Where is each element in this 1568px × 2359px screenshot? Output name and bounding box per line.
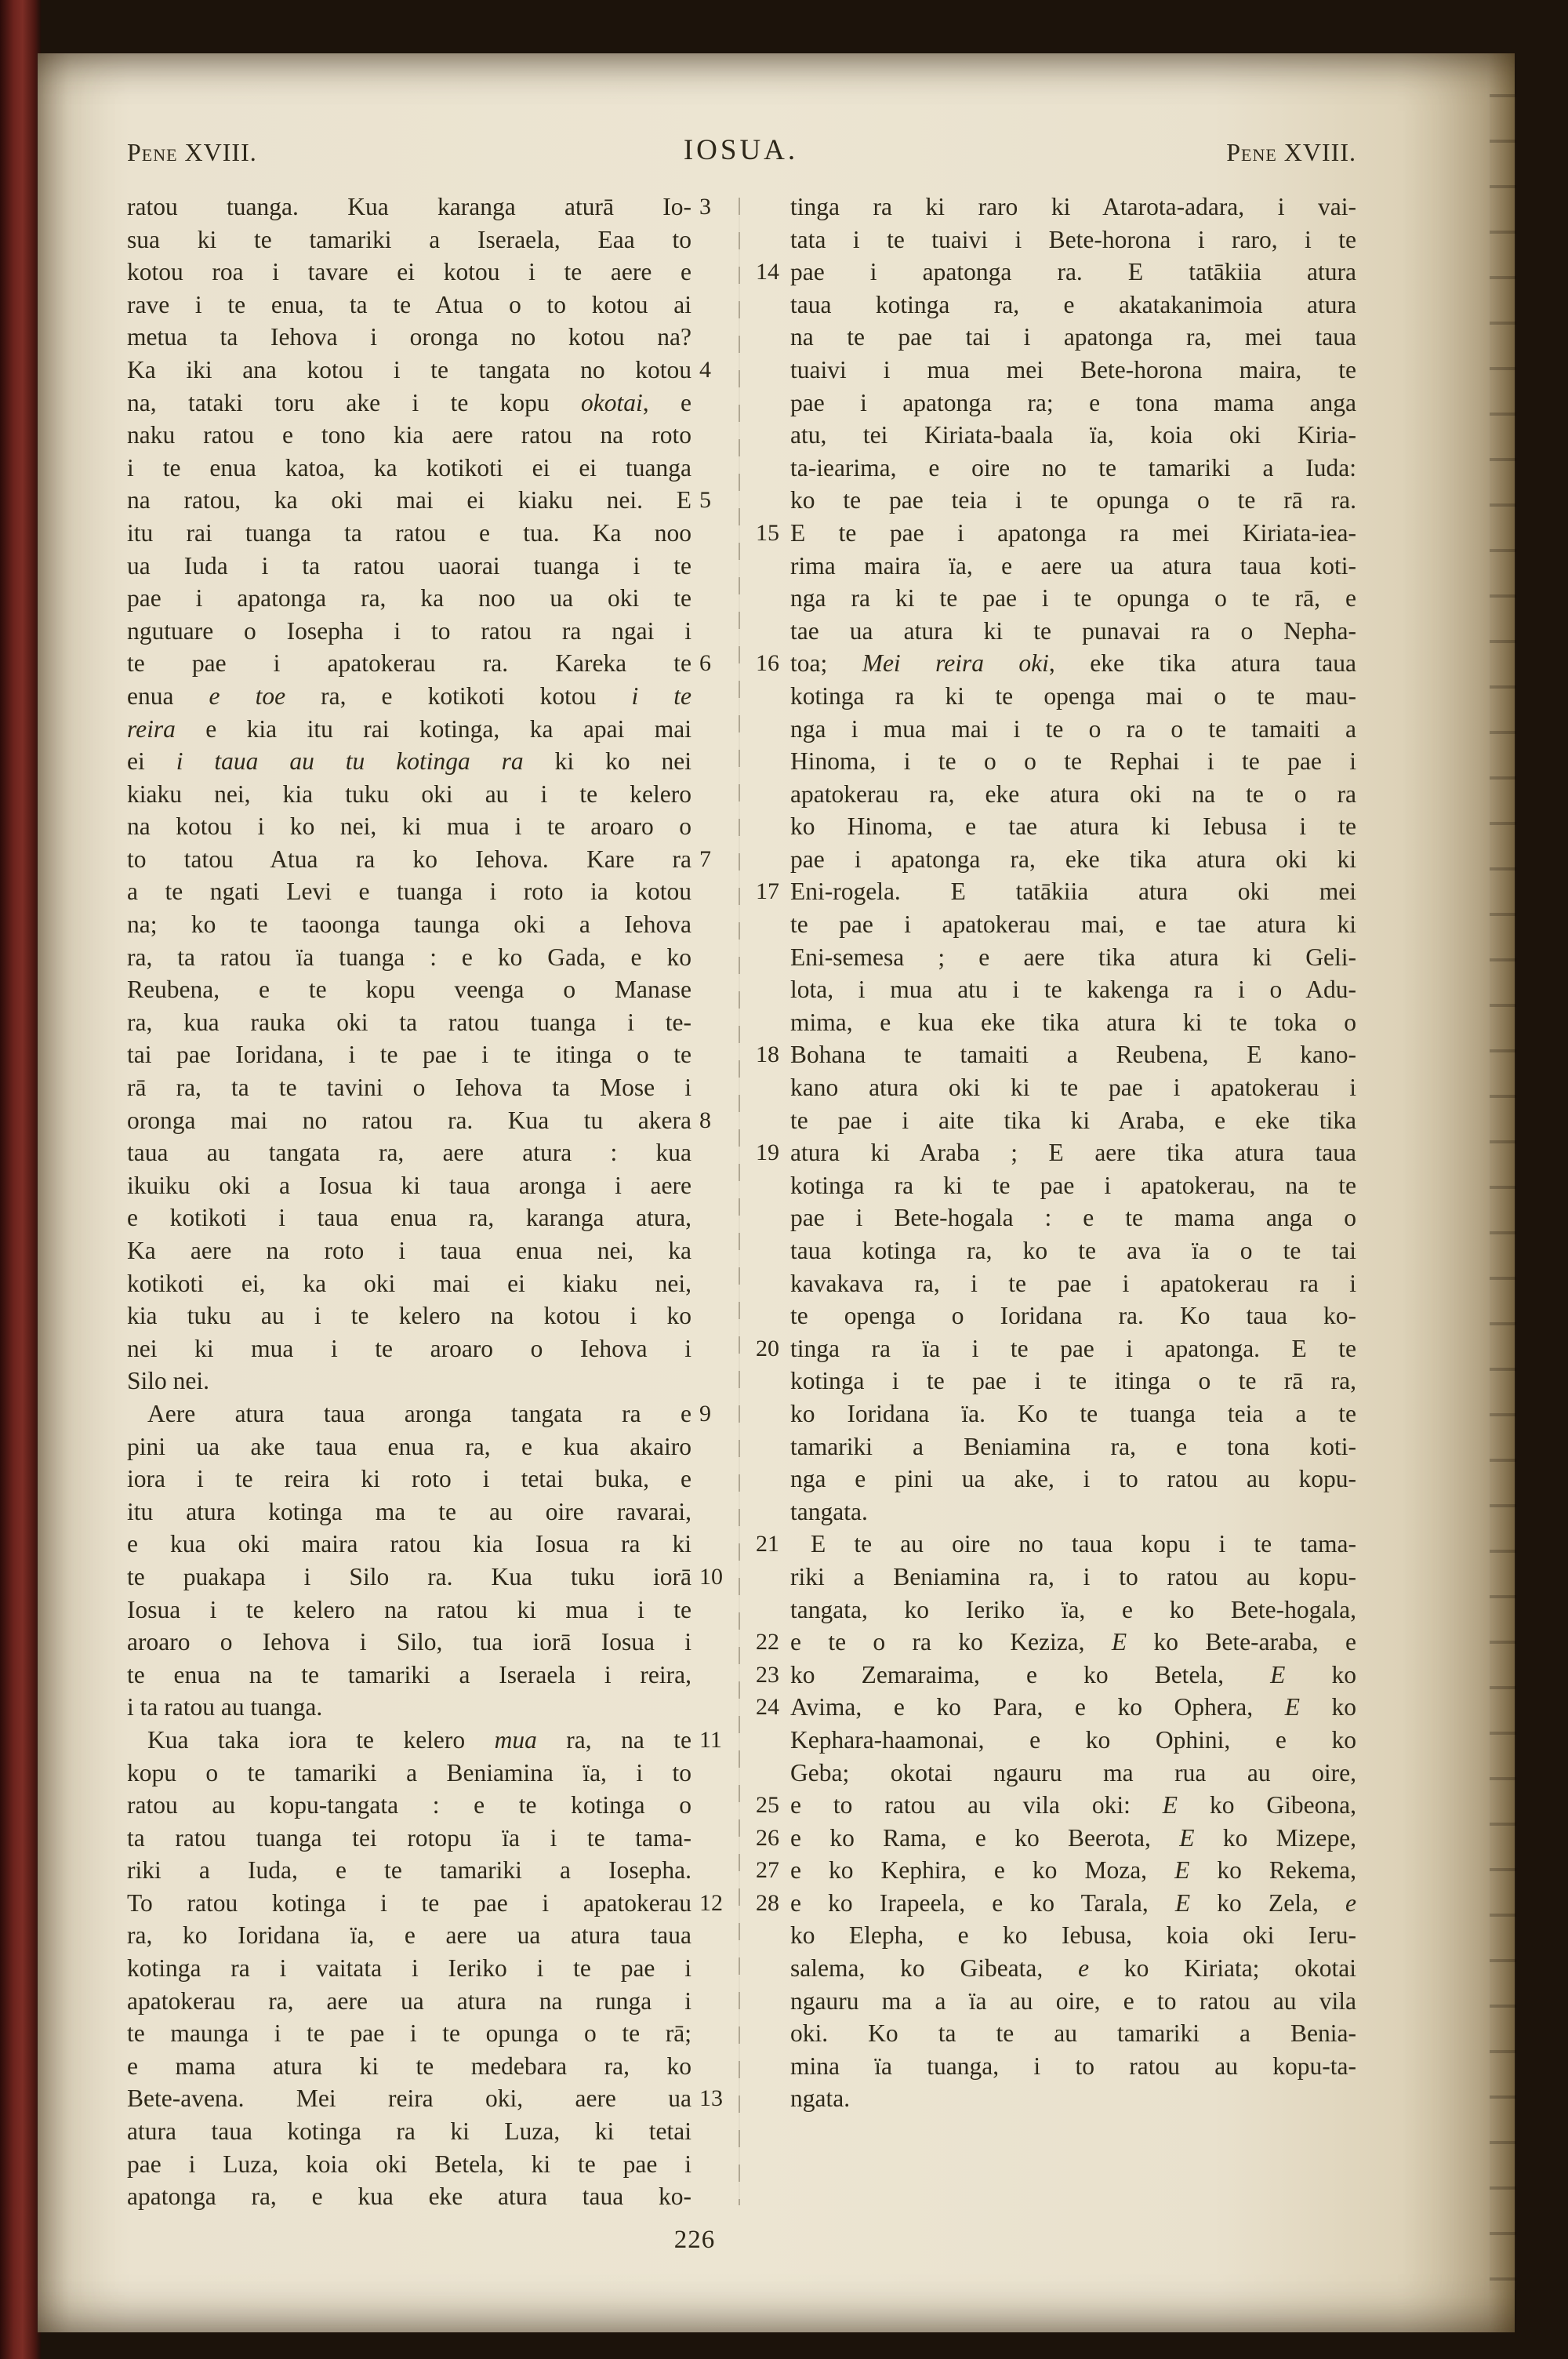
text-line-content: toa; Mei reira oki, eke tika atura taua — [790, 649, 1356, 678]
text-line — [790, 582, 1356, 615]
text-line — [790, 1985, 1356, 2018]
text-line-content: reira e kia itu rai kotinga, ka apai mai — [127, 714, 691, 743]
text-line-content: e kotikoti i taua enua ra, karanga atura, — [127, 1204, 691, 1232]
text-line-content: te pae i apatokerau mai, e tae atura ki — [790, 911, 1356, 939]
text-line — [790, 1496, 1356, 1528]
text-line — [127, 582, 691, 615]
verse-number: 25 — [756, 1792, 779, 1819]
text-line-content: rima maira ïa, e aere ua atura taua koti- — [790, 551, 1356, 580]
text-line-content: ngutuare o Iosepha i to ratou ra ngai i — [127, 616, 691, 645]
text-line-content: na; ko te taoonga taunga oki a Iehova — [127, 911, 691, 939]
text-line — [790, 224, 1356, 256]
text-line-content: te pae i aite tika ki Araba, e eke tika — [790, 1106, 1356, 1134]
text-line-content: kotinga ra ki te pae i apatokerau, na te — [790, 1171, 1356, 1199]
running-head-left: Pene XVIII. — [127, 138, 257, 166]
text-line — [756, 1136, 1356, 1169]
text-line — [790, 2082, 1356, 2115]
text-line-content: To ratou kotinga i te pae i apatokerau — [127, 1888, 691, 1917]
verse-number: 11 — [699, 1726, 722, 1753]
text-line-content: nei ki mua i te aroaro o Iehova i — [127, 1334, 691, 1362]
verse-number: 4 — [699, 356, 711, 383]
text-line-content: naku ratou e tono kia aere ratou na roto — [127, 421, 691, 449]
text-line-content: i ta ratou au tuanga. — [127, 1693, 323, 1721]
verse-number: 7 — [699, 845, 711, 872]
text-line — [790, 1169, 1356, 1202]
text-line — [790, 1594, 1356, 1627]
text-line-content: e mama atura ki te medebara ra, ko — [127, 2052, 691, 2080]
text-line — [790, 2050, 1356, 2083]
text-line-content: i te enua katoa, ka kotikoti ei ei tuanga — [127, 453, 691, 482]
text-line — [127, 1919, 691, 1952]
text-line — [756, 1659, 1356, 1692]
text-line-content: ra, kua rauka oki ta ratou tuanga i te- — [127, 1008, 691, 1036]
text-line-content: pae i apatonga ra. E tatākiia atura — [790, 258, 1356, 286]
text-line — [790, 973, 1356, 1006]
text-line — [127, 387, 691, 420]
text-line — [127, 810, 691, 843]
text-line-content: oki. Ko ta te au tamariki a Benia- — [790, 2019, 1356, 2048]
text-line-content: te openga o Ioridana ra. Ko taua ko- — [790, 1302, 1356, 1330]
verse-number: 19 — [756, 1140, 779, 1166]
text-line-content: Bohana te tamaiti a Reubena, E kano- — [790, 1041, 1356, 1069]
text-line-content: E te au oire no taua kopu i te tama- — [811, 1530, 1356, 1558]
text-line-content: nga ra ki te pae i te opunga o te rā, e — [790, 584, 1356, 612]
text-line-content: Hinoma, i te o o te Rephai i te pae i — [790, 747, 1356, 776]
verse-number: 9 — [699, 1400, 711, 1427]
text-line — [127, 191, 711, 224]
text-line — [127, 745, 691, 778]
verse-number: 6 — [699, 650, 711, 677]
text-line — [127, 973, 691, 1006]
text-line — [756, 1887, 1356, 1920]
text-line — [127, 941, 691, 974]
text-line-content: rā ra, ta te tavini o Iehova ta Mose i — [127, 1074, 691, 1102]
text-line — [790, 1757, 1356, 1790]
text-line — [127, 680, 691, 713]
text-line-content: enua e toe ra, e kotikoti kotou i te — [127, 682, 691, 710]
text-line — [756, 1038, 1356, 1071]
verse-number: 5 — [699, 487, 711, 514]
text-line — [756, 517, 1356, 550]
text-line-content: ei i taua au tu kotinga ra ki ko nei — [127, 747, 691, 776]
text-line — [127, 1952, 691, 1985]
text-line-content: kano atura oki ki te pae i apatokerau i — [790, 1074, 1356, 1102]
text-line — [127, 1854, 691, 1887]
text-line — [127, 1496, 691, 1528]
text-line-content: riki a Iuda, e te tamariki a Iosepha. — [127, 1856, 691, 1885]
text-line — [756, 1691, 1356, 1724]
text-line-content: pae i apatonga ra, eke tika atura oki ki — [790, 845, 1356, 873]
text-line-content: Aere atura taua aronga tangata ra e — [147, 1399, 691, 1427]
text-line-content: kotikoti ei, ka oki mai ei kiaku nei, — [127, 1269, 691, 1297]
text-line — [790, 1561, 1356, 1594]
text-line-content: kiaku nei, kia tuku oki au i te kelero — [127, 780, 691, 808]
verse-number: 20 — [756, 1335, 779, 1361]
verse-number: 10 — [699, 1563, 723, 1590]
text-line — [127, 1626, 691, 1659]
text-line-content: Reubena, e te kopu veenga o Manase — [127, 976, 691, 1004]
text-line-content: rave i te enua, ta te Atua o to kotou ai — [127, 290, 691, 318]
text-line — [790, 713, 1356, 746]
text-line-content: ratou tuanga. Kua karanga aturā Io- — [127, 193, 691, 220]
text-line — [127, 484, 711, 517]
text-line-content: kavakava ra, i te pae i apatokerau ra i — [790, 1269, 1356, 1297]
text-line-content: taua kotinga ra, e akatakanimoia atura — [790, 290, 1356, 318]
text-line — [127, 908, 691, 941]
text-line-content: ua Iuda i ta ratou uaorai tuanga i te — [127, 551, 691, 580]
page-edge-texture — [1490, 94, 1516, 2290]
text-line-content: kotinga i te pae i te itinga o te rā ra, — [790, 1367, 1356, 1395]
page-number: 226 — [673, 2226, 716, 2254]
text-line-content: tuaivi i mua mei Bete-horona maira, te — [790, 355, 1356, 383]
text-line-content: kia tuku au i te kelero na kotou i ko — [127, 1302, 691, 1330]
text-line — [790, 941, 1356, 974]
text-line-content: nga e pini ua ake, i to ratou au kopu- — [790, 1465, 1356, 1493]
text-line-content: kotou roa i tavare ei kotou i te aere e — [127, 258, 691, 286]
text-line — [790, 419, 1356, 452]
text-line — [127, 289, 691, 322]
text-line — [127, 1201, 691, 1234]
text-line — [756, 256, 1356, 289]
text-line-content: e kua oki maira ratou kia Iosua ra ki — [127, 1530, 691, 1558]
text-line — [790, 1071, 1356, 1104]
text-line-content: tangata. — [790, 1497, 868, 1525]
text-line — [127, 517, 691, 550]
text-line-content: atura ki Araba ; E aere tika atura taua — [790, 1139, 1356, 1167]
text-line-content: ra, ko Ioridana ïa, e aere ua atura taua — [127, 1921, 691, 1950]
verse-number: 21 — [756, 1531, 779, 1558]
verse-number: 24 — [756, 1694, 779, 1721]
text-line-content: apatokerau ra, aere ua atura na runga i — [127, 1986, 691, 2015]
verse-number: 28 — [756, 1889, 779, 1916]
verse-number: 17 — [756, 878, 779, 905]
verse-number: 26 — [756, 1824, 779, 1851]
text-line — [127, 1104, 711, 1137]
text-line-content: tae ua atura ki te punavai ra o Nepha- — [790, 616, 1356, 645]
text-line — [790, 1398, 1356, 1430]
text-line — [756, 1789, 1356, 1822]
text-line-content: pae i apatonga ra, ka noo ua oki te — [127, 584, 691, 612]
text-line — [790, 484, 1356, 517]
text-line-content: mina ïa tuanga, i to ratou au kopu-ta- — [790, 2052, 1356, 2080]
text-line-content: metua ta Iehova i oronga no kotou na? — [127, 323, 691, 351]
text-line-content: e ko Irapeela, e ko Tarala, E ko Zela, e — [790, 1888, 1356, 1917]
text-line-content: itu atura kotinga ma te au oire ravarai, — [127, 1497, 691, 1525]
text-line-content: ra, ta ratou ïa tuanga : e ko Gada, e ko — [127, 943, 691, 971]
text-line-content: ngauru ma a ïa au oire, e to ratou au vila — [790, 1986, 1356, 2015]
text-line-content: Eni-rogela. E tatākiia atura oki mei — [790, 878, 1356, 906]
text-line — [127, 1169, 691, 1202]
text-line — [127, 256, 691, 289]
text-line — [127, 1299, 691, 1332]
text-line — [790, 843, 1356, 876]
text-line — [127, 1528, 691, 1561]
text-line-content: Silo nei. — [127, 1367, 210, 1395]
text-line-content: ko Zemaraima, e ko Betela, E ko — [790, 1660, 1356, 1688]
text-line — [127, 1822, 691, 1855]
text-line — [790, 550, 1356, 583]
text-line-content: na, tataki toru ake i te kopu okotai, e — [127, 388, 691, 416]
text-line-content: tinga ra ïa i te pae i apatonga. E te — [790, 1334, 1356, 1362]
text-line-content: riki a Beniamina ra, i to ratou au kopu- — [790, 1562, 1356, 1590]
text-line-content: a te ngati Levi e tuanga i roto ia kotou — [127, 878, 691, 906]
text-line — [127, 2082, 723, 2115]
text-line — [790, 1006, 1356, 1039]
text-column-right — [756, 191, 1356, 2115]
text-line-content: te enua na te tamariki a Iseraela i reira, — [127, 1660, 691, 1688]
text-line — [127, 1267, 691, 1300]
text-column-left — [127, 191, 723, 2213]
text-line-content: itu rai tuanga ta ratou e tua. Ka noo — [127, 518, 691, 547]
text-line-content: e ko Kephira, e ko Moza, E ko Rekema, — [790, 1856, 1356, 1885]
text-line — [790, 680, 1356, 713]
text-line-content: pae i Luza, koia oki Betela, ki te pae i — [127, 2150, 691, 2178]
text-line — [756, 1332, 1356, 1365]
text-line — [127, 1365, 691, 1398]
text-line-content: ikuiku oki a Iosua ki taua aronga i aere — [127, 1171, 691, 1199]
text-line — [127, 2148, 691, 2181]
text-line — [127, 1038, 691, 1071]
text-line — [790, 191, 1356, 224]
text-line-content: pae i apatonga ra; e tona mama anga — [790, 388, 1356, 416]
text-line-content: apatokerau ra, eke atura oki na te o ra — [790, 780, 1356, 808]
text-line — [790, 321, 1356, 354]
text-line — [790, 1299, 1356, 1332]
text-line — [127, 1691, 691, 1724]
text-line-content: sua ki te tamariki a Iseraela, Eaa to — [127, 225, 691, 253]
text-line-content: tamariki a Beniamina ra, e tona koti- — [790, 1432, 1356, 1460]
text-line — [790, 1267, 1356, 1300]
text-line — [127, 1561, 723, 1594]
text-line — [790, 1724, 1356, 1757]
text-line — [790, 810, 1356, 843]
text-line — [790, 1104, 1356, 1137]
text-line-content: e te o ra ko Keziza, E ko Bete-araba, e — [790, 1628, 1356, 1656]
text-line-content: ko te pae teia i te opunga o te rā ra. — [790, 486, 1356, 514]
verse-number: 13 — [699, 2085, 723, 2112]
text-line-content: tata i te tuaivi i Bete-horona i raro, i te — [790, 225, 1356, 253]
text-line — [790, 908, 1356, 941]
text-line-content: salema, ko Gibeata, e ko Kiriata; okotai — [790, 1954, 1356, 1983]
text-line — [127, 843, 711, 876]
text-line — [127, 452, 691, 485]
text-line-content: Ka aere na roto i taua enua nei, ka — [127, 1237, 691, 1264]
text-line-content: E te pae i apatonga ra mei Kiriata-iea- — [790, 518, 1356, 547]
text-line-content: to tatou Atua ra ko Iehova. Kare ra — [127, 845, 691, 873]
text-line-content: kotinga ra ki te openga mai o te mau- — [790, 682, 1356, 710]
text-line — [790, 387, 1356, 420]
text-line — [756, 1854, 1356, 1887]
text-line-content: Kephara-haamonai, e ko Ophini, e ko — [790, 1725, 1356, 1754]
text-line — [127, 1136, 691, 1169]
text-line — [127, 1430, 691, 1463]
text-line-content: atura taua kotinga ra ki Luza, ki tetai — [127, 2117, 691, 2146]
text-line-content: te maunga i te pae i te opunga o te rā; — [127, 2019, 691, 2048]
text-line-content: Iosua i te kelero na ratou ki mua i te — [127, 1595, 691, 1623]
text-line-content: Kua taka iora te kelero mua ra, na te — [147, 1725, 691, 1754]
verse-number: 27 — [756, 1857, 779, 1884]
text-line — [127, 647, 711, 680]
text-line-content: tinga ra ki raro ki Atarota-adara, i vai- — [790, 193, 1356, 220]
text-line-content: na ratou, ka oki mai ei kiaku nei. E — [127, 486, 691, 514]
text-line — [790, 1234, 1356, 1267]
text-line-content: tangata, ko Ieriko ïa, e ko Bete-hogala, — [790, 1595, 1356, 1623]
text-line-content: Geba; okotai ngauru ma rua au oire, — [790, 1758, 1356, 1787]
text-line — [127, 419, 691, 452]
text-line — [127, 550, 691, 583]
text-line-content: pae i Bete-hogala : e te mama anga o — [790, 1204, 1356, 1232]
verse-number: 12 — [699, 1889, 723, 1916]
verse-number: 18 — [756, 1041, 779, 1068]
verse-number: 3 — [699, 194, 711, 220]
text-line-content: ko Hinoma, e tae atura ki Iebusa i te — [790, 812, 1356, 841]
text-line — [756, 1528, 1356, 1561]
text-line-content: atu, tei Kiriata-baala ïa, koia oki Kiria- — [790, 421, 1356, 449]
text-line-content: oronga mai no ratou ra. Kua tu akera — [127, 1106, 691, 1134]
text-line — [790, 1952, 1356, 1985]
text-line-content: Eni-semesa ; e aere tika atura ki Geli- — [790, 943, 1356, 971]
text-line — [127, 224, 691, 256]
text-line — [790, 452, 1356, 485]
text-line — [127, 1463, 691, 1496]
text-line-content: kopu o te tamariki a Beniamina ïa, i to — [127, 1758, 691, 1787]
text-line-content: te puakapa i Silo ra. Kua tuku iorā — [127, 1562, 691, 1590]
text-line — [790, 1201, 1356, 1234]
text-line-content: ko Ioridana ïa. Ko te tuanga teia a te — [790, 1399, 1356, 1427]
text-line — [756, 1626, 1356, 1659]
text-line — [127, 2017, 691, 2050]
text-line-content: Bete-avena. Mei reira oki, aere ua — [127, 2085, 691, 2113]
text-line — [127, 2050, 691, 2083]
text-line — [127, 1071, 691, 1104]
text-line — [756, 647, 1356, 680]
text-line — [127, 778, 691, 811]
text-line — [127, 2180, 691, 2213]
text-line-content: ko Elepha, e ko Iebusa, koia oki Ieru- — [790, 1921, 1356, 1950]
text-line-content: iora i te reira ki roto i tetai buka, e — [127, 1465, 691, 1493]
text-line — [790, 354, 1356, 387]
text-line — [756, 875, 1356, 908]
text-line — [790, 1365, 1356, 1398]
text-line — [127, 1006, 691, 1039]
text-line — [127, 875, 691, 908]
text-line — [127, 1594, 691, 1627]
text-line — [127, 1887, 723, 1920]
text-line-content: ngata. — [790, 2085, 851, 2113]
text-line — [790, 745, 1356, 778]
text-line — [790, 1463, 1356, 1496]
text-line-content: kotinga ra i vaitata i Ieriko i te pae i — [127, 1954, 691, 1983]
text-line-content: lota, i mua atu i te kakenga ra i o Adu- — [790, 976, 1356, 1004]
text-line-content: taua kotinga ra, ko te ava ïa o te tai — [790, 1237, 1356, 1264]
text-line — [127, 1985, 691, 2018]
text-line-content: ta ratou tuanga tei rotopu ïa i te tama- — [127, 1823, 691, 1852]
text-line — [790, 615, 1356, 648]
text-line-content: Ka iki ana kotou i te tangata no kotou — [127, 355, 691, 383]
text-line — [127, 1398, 711, 1430]
text-line — [127, 1234, 691, 1267]
text-line-content: apatonga ra, e kua eke atura taua ko- — [127, 2183, 691, 2211]
verse-number: 14 — [756, 259, 779, 285]
text-line-content: nga i mua mai i te o ra o te tamaiti a — [790, 714, 1356, 743]
text-line-content: na kotou i ko nei, ki mua i te aroaro o — [127, 812, 691, 841]
text-line — [127, 321, 691, 354]
text-line-content: ta-iearima, e oire no te tamariki a Iuda: — [790, 453, 1356, 482]
text-line-content: e ko Rama, e ko Beerota, E ko Mizepe, — [790, 1823, 1356, 1852]
text-line-content: pini ua ake taua enua ra, e kua akairo — [127, 1432, 691, 1460]
text-line-content: aroaro o Iehova i Silo, tua iorā Iosua i — [127, 1628, 691, 1656]
text-line — [127, 354, 711, 387]
verse-number: 22 — [756, 1629, 779, 1656]
text-line — [790, 778, 1356, 811]
text-line — [127, 615, 691, 648]
text-line — [127, 1659, 691, 1692]
text-line — [790, 1919, 1356, 1952]
text-line — [790, 2017, 1356, 2050]
verse-number: 16 — [756, 650, 779, 677]
text-line-content: e to ratou au vila oki: E ko Gibeona, — [790, 1791, 1356, 1819]
text-line-content: ratou au kopu-tangata : e te kotinga o — [127, 1791, 691, 1819]
text-line — [127, 1332, 691, 1365]
text-line-content: taua au tangata ra, aere atura : kua — [127, 1139, 691, 1167]
text-line-content: na te pae tai i apatonga ra, mei taua — [790, 323, 1356, 351]
text-line — [127, 1757, 691, 1790]
verse-number: 8 — [699, 1107, 711, 1133]
text-line — [127, 1724, 722, 1757]
text-line — [790, 1430, 1356, 1463]
text-line — [127, 1789, 691, 1822]
text-line-content: Avima, e ko Para, e ko Ophera, E ko — [790, 1693, 1356, 1721]
text-line-content: mima, e kua eke tika atura ki te toka o — [790, 1008, 1356, 1036]
text-line — [127, 2115, 691, 2148]
text-line-content: te pae i apatokerau ra. Kareka te — [127, 649, 691, 678]
text-line — [756, 1822, 1356, 1855]
verse-number: 15 — [756, 519, 779, 546]
verse-number: 23 — [756, 1661, 779, 1688]
running-head-right: Pene XVIII. — [1226, 138, 1356, 166]
text-line-content: tai pae Ioridana, i te pae i te itinga o te — [127, 1041, 691, 1069]
book-title: IOSUA. — [683, 134, 799, 166]
text-line — [127, 713, 691, 746]
text-line — [790, 289, 1356, 322]
book-binding-edge — [0, 0, 41, 2359]
